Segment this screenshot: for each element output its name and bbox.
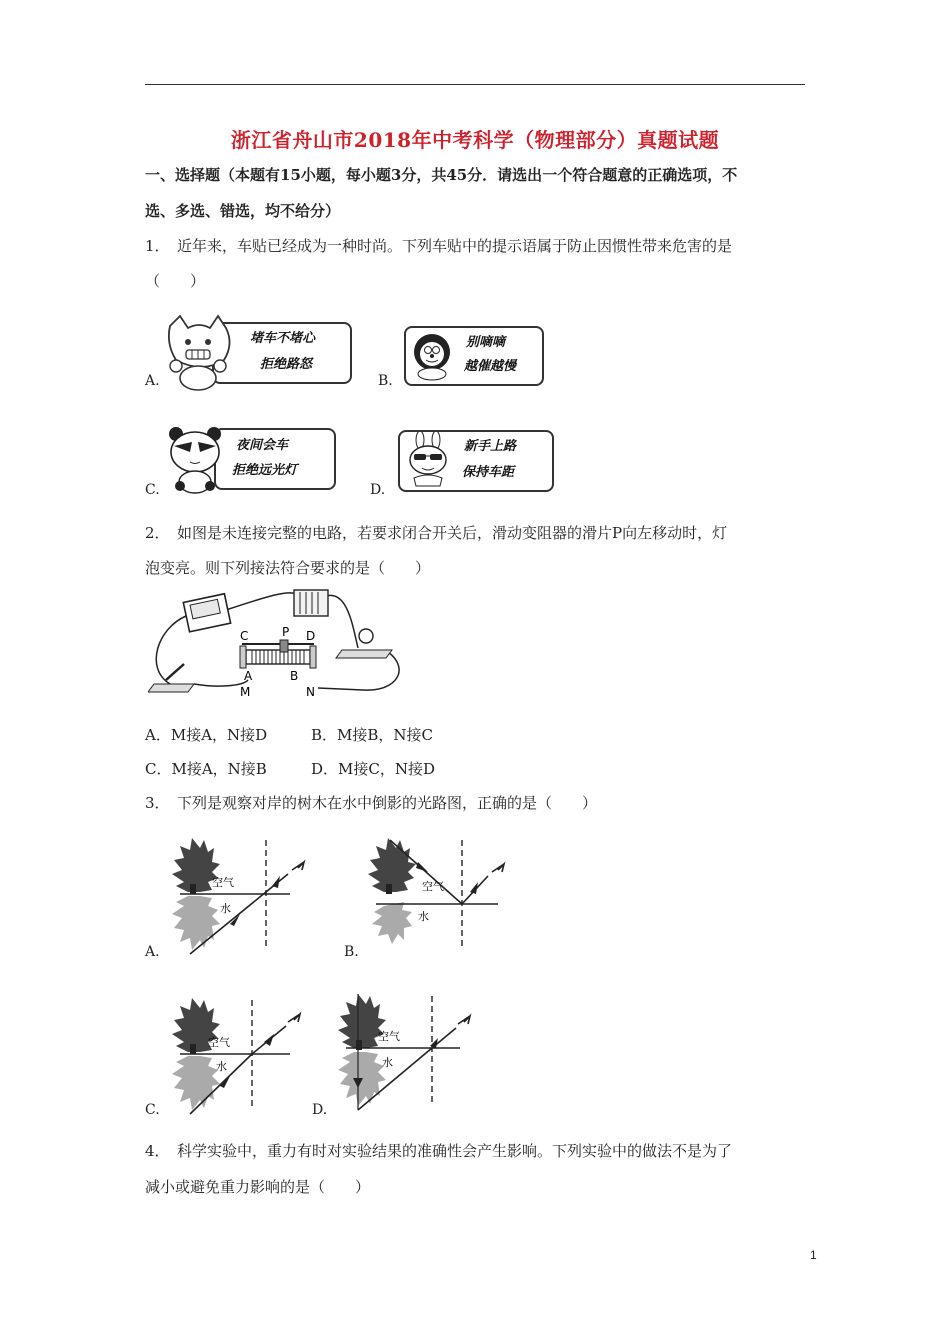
page-title: 浙江省舟山市2018年中考科学（物理部分）真题试题 [230, 128, 720, 152]
q1-option-a-sticker [162, 314, 352, 394]
cat-mascot-icon [162, 314, 237, 394]
q2-option-a: A．M接A，N接D [145, 726, 268, 744]
q3-option-b-label: B. [344, 944, 359, 960]
water-label: 水 [220, 902, 231, 915]
air-label: 空气 [422, 880, 444, 893]
q1-option-a-label: A. [145, 373, 160, 389]
air-label: 空气 [378, 1030, 400, 1043]
q2-option-c: C．M接A，N接B [145, 760, 267, 778]
q4-stem-line1: 4． 科学实验中，重力有时对实验结果的准确性会产生影响。下列实验中的做法不是为了 [145, 1142, 733, 1160]
terminal-a-label: A [244, 669, 253, 683]
q3-optics-diagram-d [334, 992, 484, 1116]
section-heading-line1: 一、选择题（本题有15小题，每小题3分，共45分．请选出一个符合题意的正确选项，不 [145, 166, 738, 184]
cat-mascot-icon [410, 330, 458, 382]
q1-option-d-sticker [398, 430, 554, 492]
terminal-p-label: P [282, 625, 290, 639]
q3-optics-diagram-b [364, 836, 514, 960]
tree-reflection-icon [172, 1056, 220, 1110]
q2-stem-line1: 2． 如图是未连接完整的电路，若要求闭合开关后，滑动变阻器的滑片P向左移动时，灯 [145, 524, 728, 542]
q1-option-d-label: D. [370, 482, 386, 498]
q1-stem-line1: 1． 近年来，车贴已经成为一种时尚。下列车贴中的提示语属于防止因惯性带来危害的是 [145, 237, 733, 255]
q1-option-c-text2: 拒绝远光灯 [232, 463, 298, 478]
section-heading-line2: 选、多选、错选，均不给分） [145, 202, 341, 220]
q1-option-b-text1: 别嘀嘀 [466, 335, 506, 350]
q2-option-d: D．M接C，N接D [311, 760, 436, 778]
q3-stem: 3． 下列是观察对岸的树木在水中倒影的光路图，正确的是（ ） [145, 794, 598, 812]
wire-m-label: M [240, 685, 251, 699]
switch-icon [148, 684, 194, 692]
terminal-b-label: B [290, 669, 299, 683]
q1-option-c-sticker [166, 424, 338, 496]
q3-optics-diagram-a [168, 836, 318, 960]
q3-optics-diagram-c [168, 996, 308, 1120]
eye-icon [292, 862, 304, 870]
air-label: 空气 [208, 1036, 230, 1049]
q1-stem-line2: （ ） [145, 272, 206, 290]
eye-icon [458, 1016, 470, 1024]
air-label: 空气 [212, 876, 234, 889]
page-number: 1 [810, 1248, 817, 1262]
q4-stem-line2: 减小或避免重力影响的是（ ） [145, 1178, 371, 1196]
eye-icon [492, 864, 504, 872]
q1-option-d-text2: 保持车距 [462, 465, 515, 480]
tree-icon [368, 838, 416, 892]
q1-option-a-text1: 堵车不堵心 [250, 331, 316, 346]
q1-option-b-text2: 越催越慢 [464, 359, 517, 374]
terminal-d-label: D [306, 629, 316, 643]
terminal-c-label: C [240, 629, 249, 643]
q1-option-b-label: B. [378, 373, 393, 389]
wire-n-label: N [306, 685, 315, 699]
q2-stem-line2: 泡变亮。则下列接法符合要求的是（ ） [145, 559, 431, 577]
panda-mascot-icon [166, 424, 226, 496]
rabbit-mascot-icon [404, 432, 454, 488]
water-label: 水 [382, 1056, 393, 1069]
q1-option-d-text1: 新手上路 [464, 439, 517, 454]
q2-circuit-diagram [148, 588, 408, 703]
battery-icon [294, 590, 328, 616]
lamp-icon [359, 629, 373, 643]
header-rule [145, 84, 805, 85]
q1-option-c-text1: 夜间会车 [236, 438, 289, 453]
eye-icon [288, 1014, 300, 1022]
tree-reflection-icon [372, 902, 412, 944]
q1-option-b-sticker [404, 326, 544, 388]
q3-option-d-label: D. [312, 1102, 328, 1118]
q3-option-c-label: C. [145, 1102, 160, 1118]
water-label: 水 [418, 910, 429, 923]
water-label: 水 [216, 1060, 227, 1073]
q2-option-b: B．M接B，N接C [311, 726, 434, 744]
q1-option-c-label: C. [145, 482, 160, 498]
q3-option-a-label: A. [145, 944, 160, 960]
tree-reflection-icon [172, 896, 220, 950]
q1-option-a-text2: 拒绝路怒 [260, 357, 313, 372]
